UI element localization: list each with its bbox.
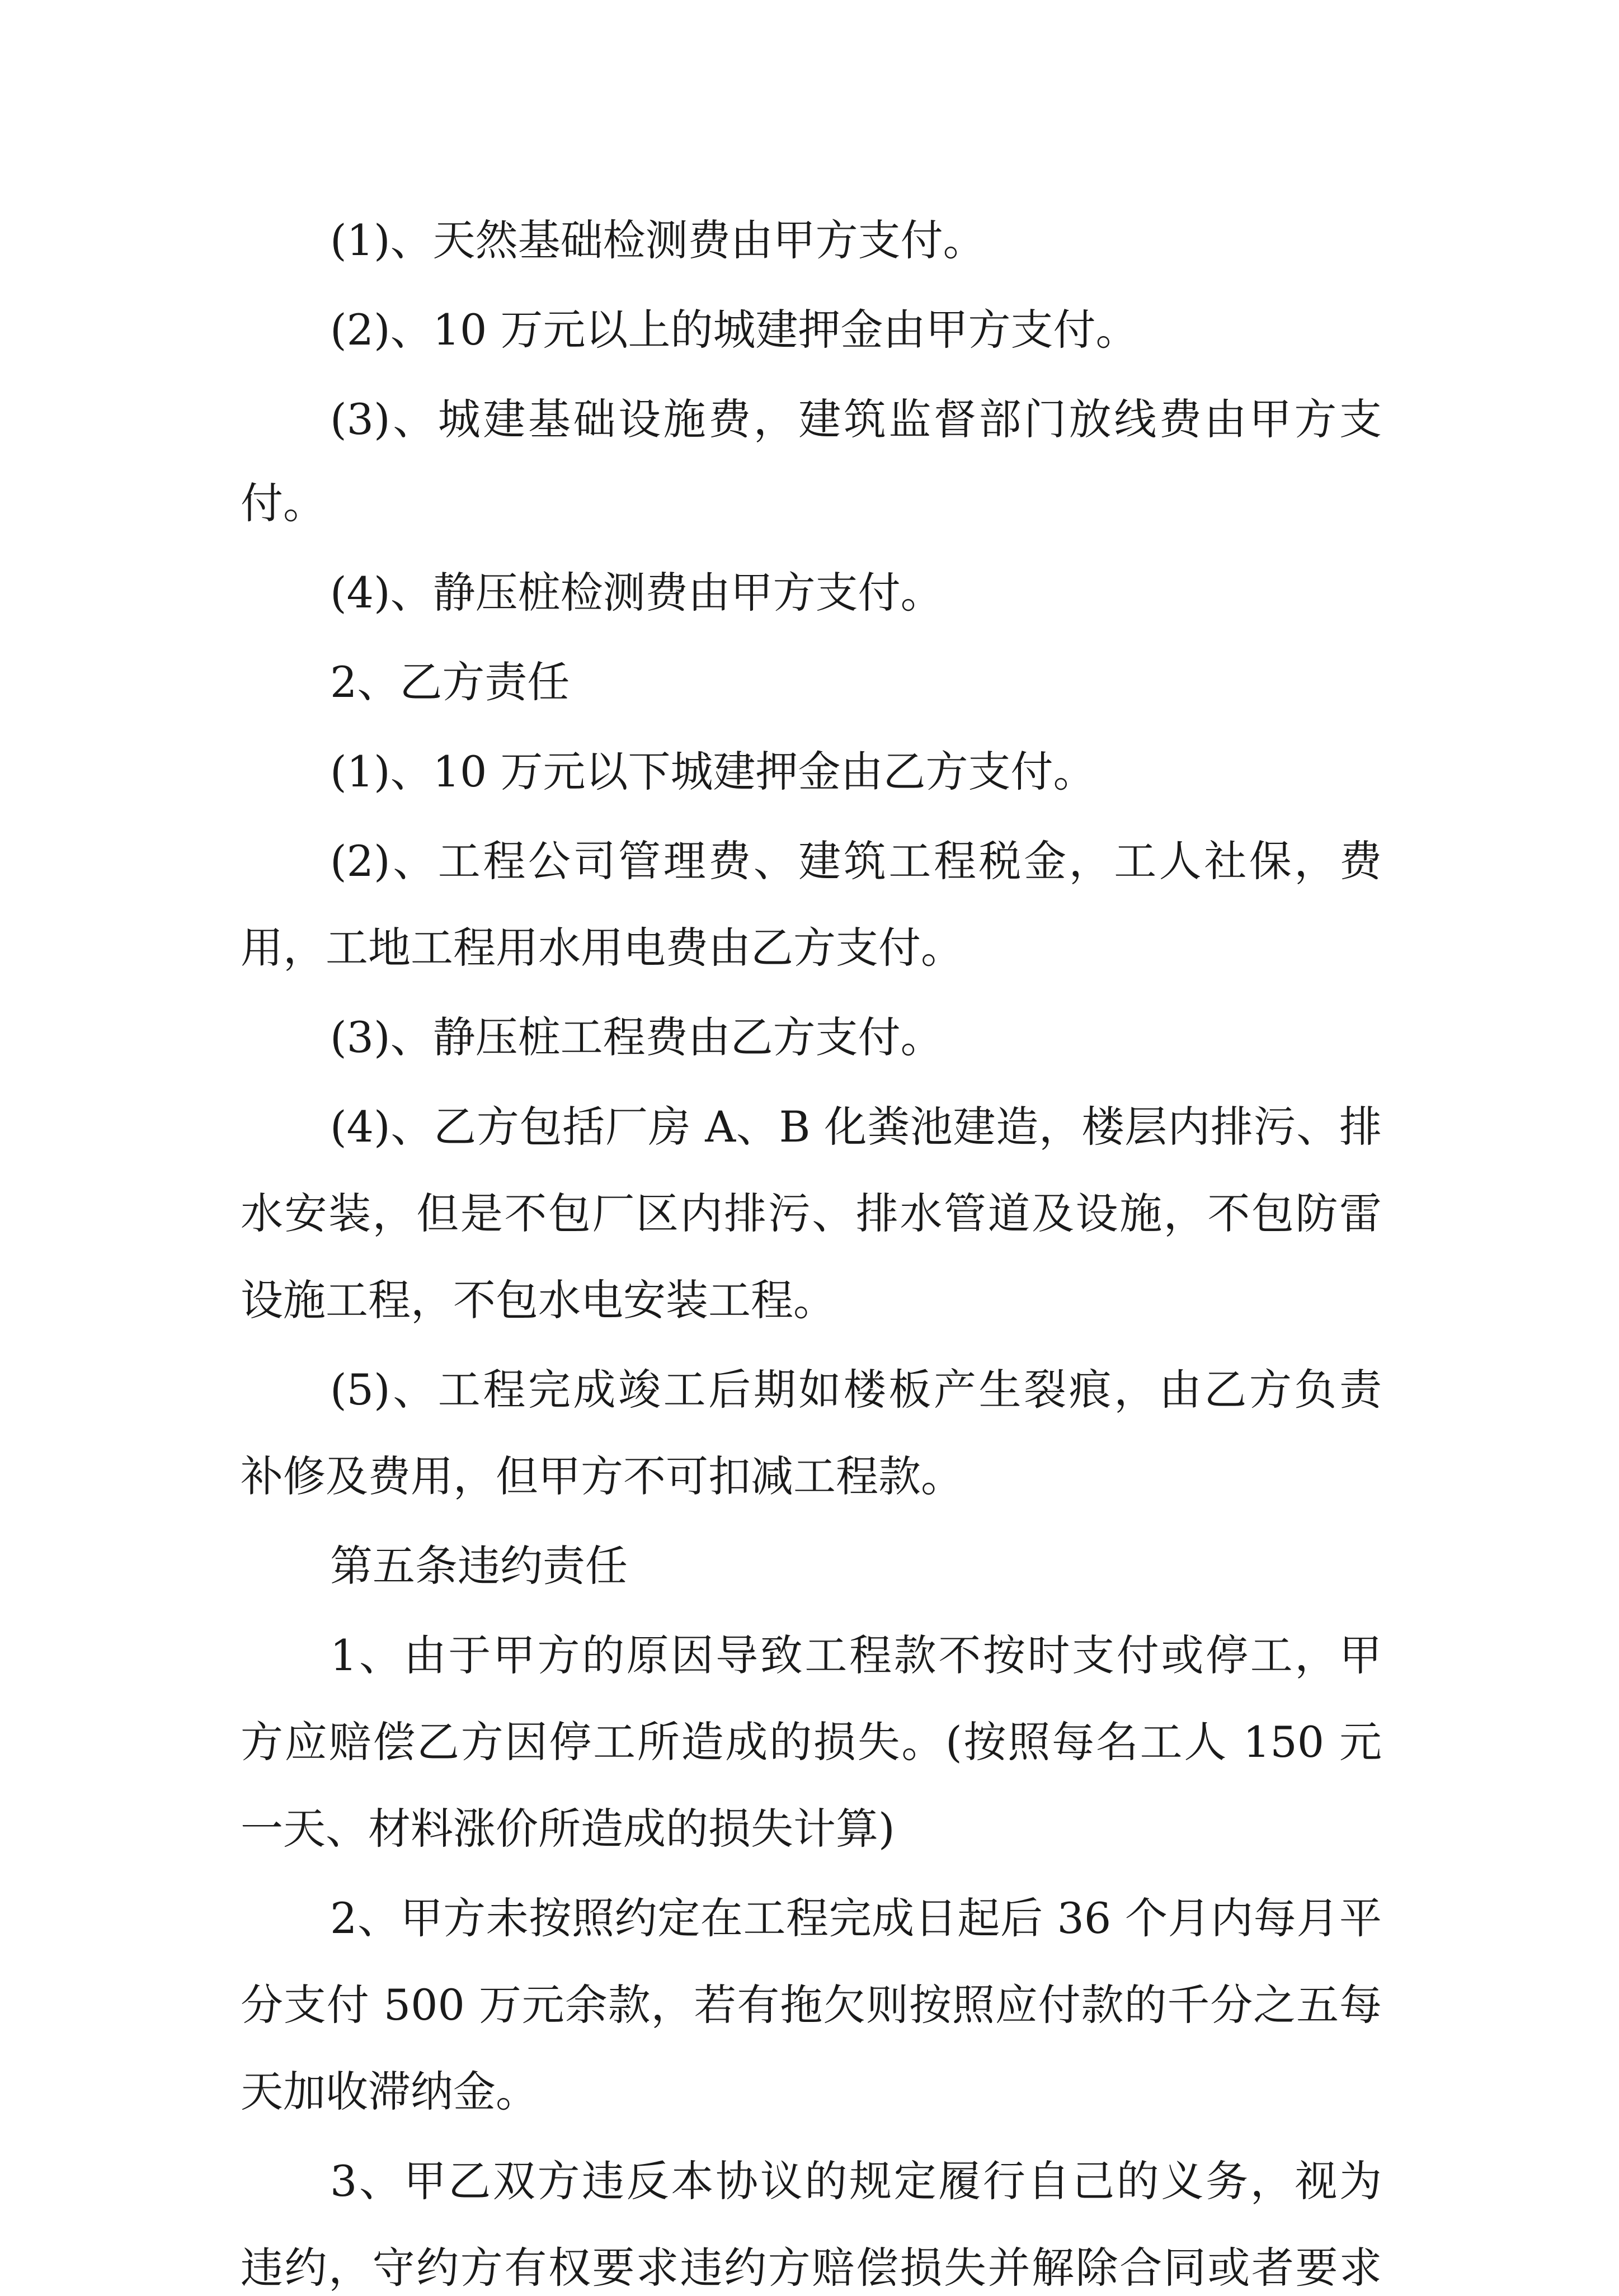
- text-line: 补修及费用，但甲方不可扣减工程款。: [241, 1451, 963, 1501]
- text-line: (1)、天然基础检测费由甲方支付。: [330, 215, 986, 265]
- text-line: 3、甲乙双方违反本协议的规定履行自己的义务，视为: [330, 2156, 1382, 2206]
- text-line: (2)、工程公司管理费、建筑工程税金，工人社保，费: [330, 836, 1382, 886]
- text-line: 一天、材料涨价所造成的损失计算): [241, 1804, 895, 1854]
- text-line: 付。: [241, 478, 326, 528]
- text-line: 2、甲方未按照约定在工程完成日起后 36 个月内每月平: [330, 1893, 1382, 1943]
- text-line: 设施工程，不包水电安装工程。: [241, 1275, 836, 1325]
- text-line: 用，工地工程用水用电费由乙方支付。: [241, 923, 963, 973]
- text-line: (4)、乙方包括厂房 A、B 化粪池建造，楼层内排污、排: [330, 1102, 1382, 1152]
- text-line: (1)、10 万元以下城建押金由乙方支付。: [330, 747, 1096, 796]
- text-line: (2)、10 万元以上的城建押金由甲方支付。: [330, 305, 1138, 355]
- text-line: (5)、工程完成竣工后期如楼板产生裂痕，由乙方负责: [330, 1365, 1382, 1415]
- text-line: 天加收滞纳金。: [241, 2067, 538, 2116]
- text-line: 1、由于甲方的原因导致工程款不按时支付或停工，甲: [330, 1630, 1382, 1680]
- text-line: (3)、静压桩工程费由乙方支付。: [330, 1012, 943, 1062]
- text-line: 方应赔偿乙方因停工所造成的损失。(按照每名工人 150 元: [241, 1717, 1382, 1767]
- text-line: 分支付 500 万元余款，若有拖欠则按照应付款的千分之五每: [241, 1980, 1382, 2030]
- section-heading: 2、乙方责任: [330, 657, 570, 707]
- section-heading: 第五条违约责任: [330, 1541, 628, 1591]
- text-line: 违约，守约方有权要求违约方赔偿损失并解除合同或者要求: [241, 2243, 1382, 2293]
- text-line: 水安装，但是不包厂区内排污、排水管道及设施，不包防雷: [241, 1189, 1382, 1238]
- text-line: (3)、城建基础设施费，建筑监督部门放线费由甲方支: [330, 394, 1382, 444]
- text-line: (4)、静压桩检测费由甲方支付。: [330, 568, 943, 617]
